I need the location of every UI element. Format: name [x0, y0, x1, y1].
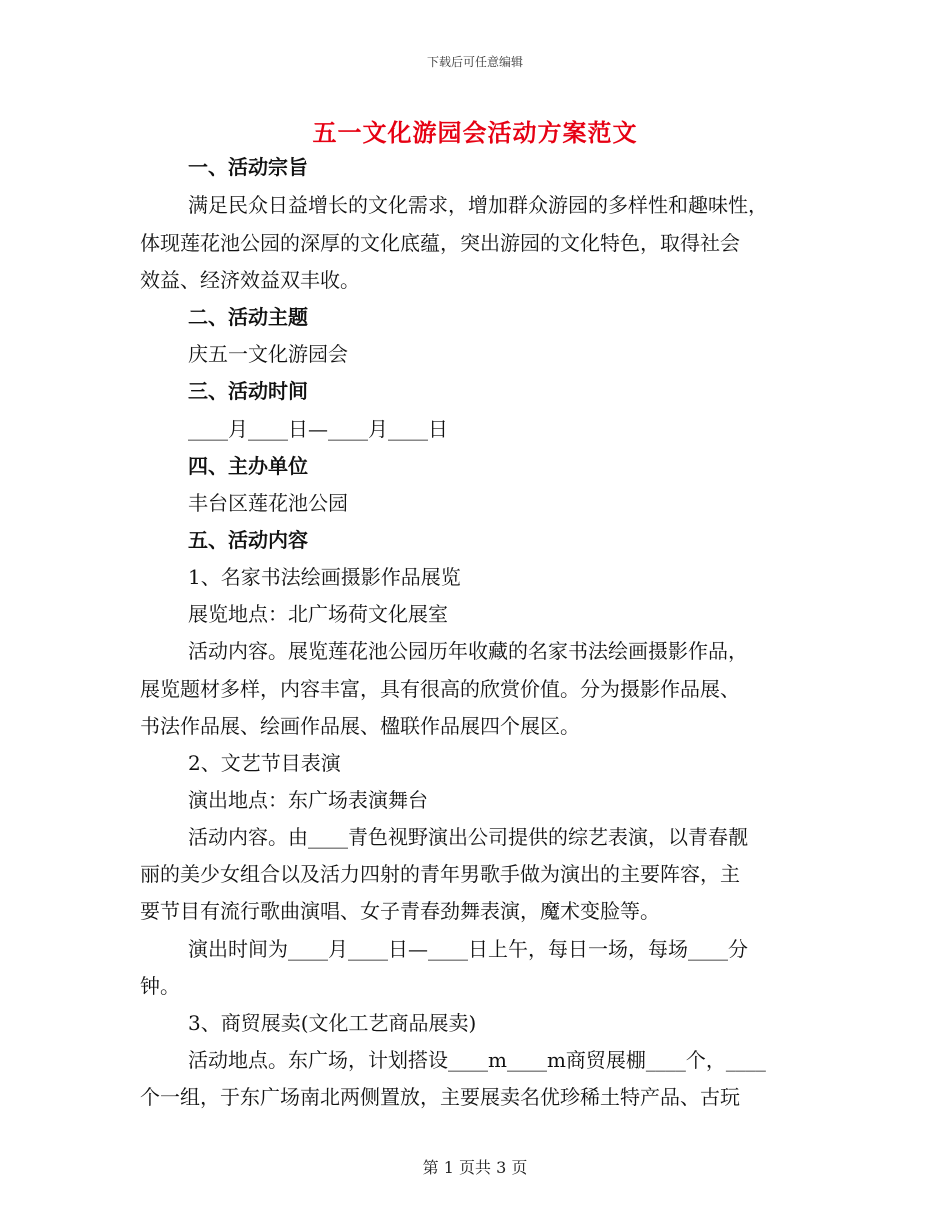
paragraph-line: 展览题材多样，内容丰富，具有很高的欣赏价值。分为摄影作品展、 [140, 677, 740, 701]
section-heading-theme: 二、活动主题 [188, 305, 308, 329]
paragraph-line: 效益、经济效益双丰收。 [140, 268, 360, 292]
paragraph-line: 庆五一文化游园会 [188, 342, 348, 366]
section-heading-organizer: 四、主办单位 [188, 454, 308, 478]
paragraph-line: 个一组，于东广场南北两侧置放，主要展卖名优珍稀土特产品、古玩 [140, 1085, 740, 1109]
paragraph-line: 书法作品展、绘画作品展、楹联作品展四个展区。 [140, 714, 580, 738]
section-heading-purpose: 一、活动宗旨 [188, 155, 308, 179]
subsection-heading: 2、文艺节目表演 [188, 751, 341, 775]
document-title: 五一文化游园会活动方案范文 [312, 118, 638, 147]
section-heading-content: 五、活动内容 [188, 528, 308, 552]
paragraph-line: 要节目有流行歌曲演唱、女子青春劲舞表演，魔术变脸等。 [140, 899, 660, 923]
paragraph-line: ____月____日—____月____日 [188, 417, 448, 441]
header-note: 下载后可任意编辑 [426, 55, 523, 69]
paragraph-line: 丰台区莲花池公园 [188, 491, 348, 515]
paragraph-line: 活动地点。东广场，计划搭设____m____m商贸展棚____个，____ [188, 1048, 766, 1072]
section-heading-time: 三、活动时间 [188, 379, 308, 403]
paragraph-line: 丽的美少女组合以及活力四射的青年男歌手做为演出的主要阵容，主 [140, 862, 740, 886]
paragraph-line: 演出时间为____月____日—____日上午，每日一场，每场____分 [188, 937, 748, 961]
subsection-heading: 3、商贸展卖(文化工艺商品展卖) [188, 1011, 477, 1035]
paragraph-line: 满足民众日益增长的文化需求，增加群众游园的多样性和趣味性， [188, 193, 768, 217]
paragraph-line: 演出地点：东广场表演舞台 [188, 788, 428, 812]
subsection-heading: 1、名家书法绘画摄影作品展览 [188, 565, 461, 589]
paragraph-line: 体现莲花池公园的深厚的文化底蕴，突出游园的文化特色，取得社会 [140, 231, 740, 255]
paragraph-line: 活动内容。由____青色视野演出公司提供的综艺表演，以青春靓 [188, 825, 748, 849]
paragraph-line: 钟。 [140, 974, 180, 998]
paragraph-line: 展览地点：北广场荷文化展室 [188, 602, 448, 626]
page-footer: 第 1 页共 3 页 [422, 1158, 528, 1177]
paragraph-line: 活动内容。展览莲花池公园历年收藏的名家书法绘画摄影作品， [188, 639, 748, 663]
